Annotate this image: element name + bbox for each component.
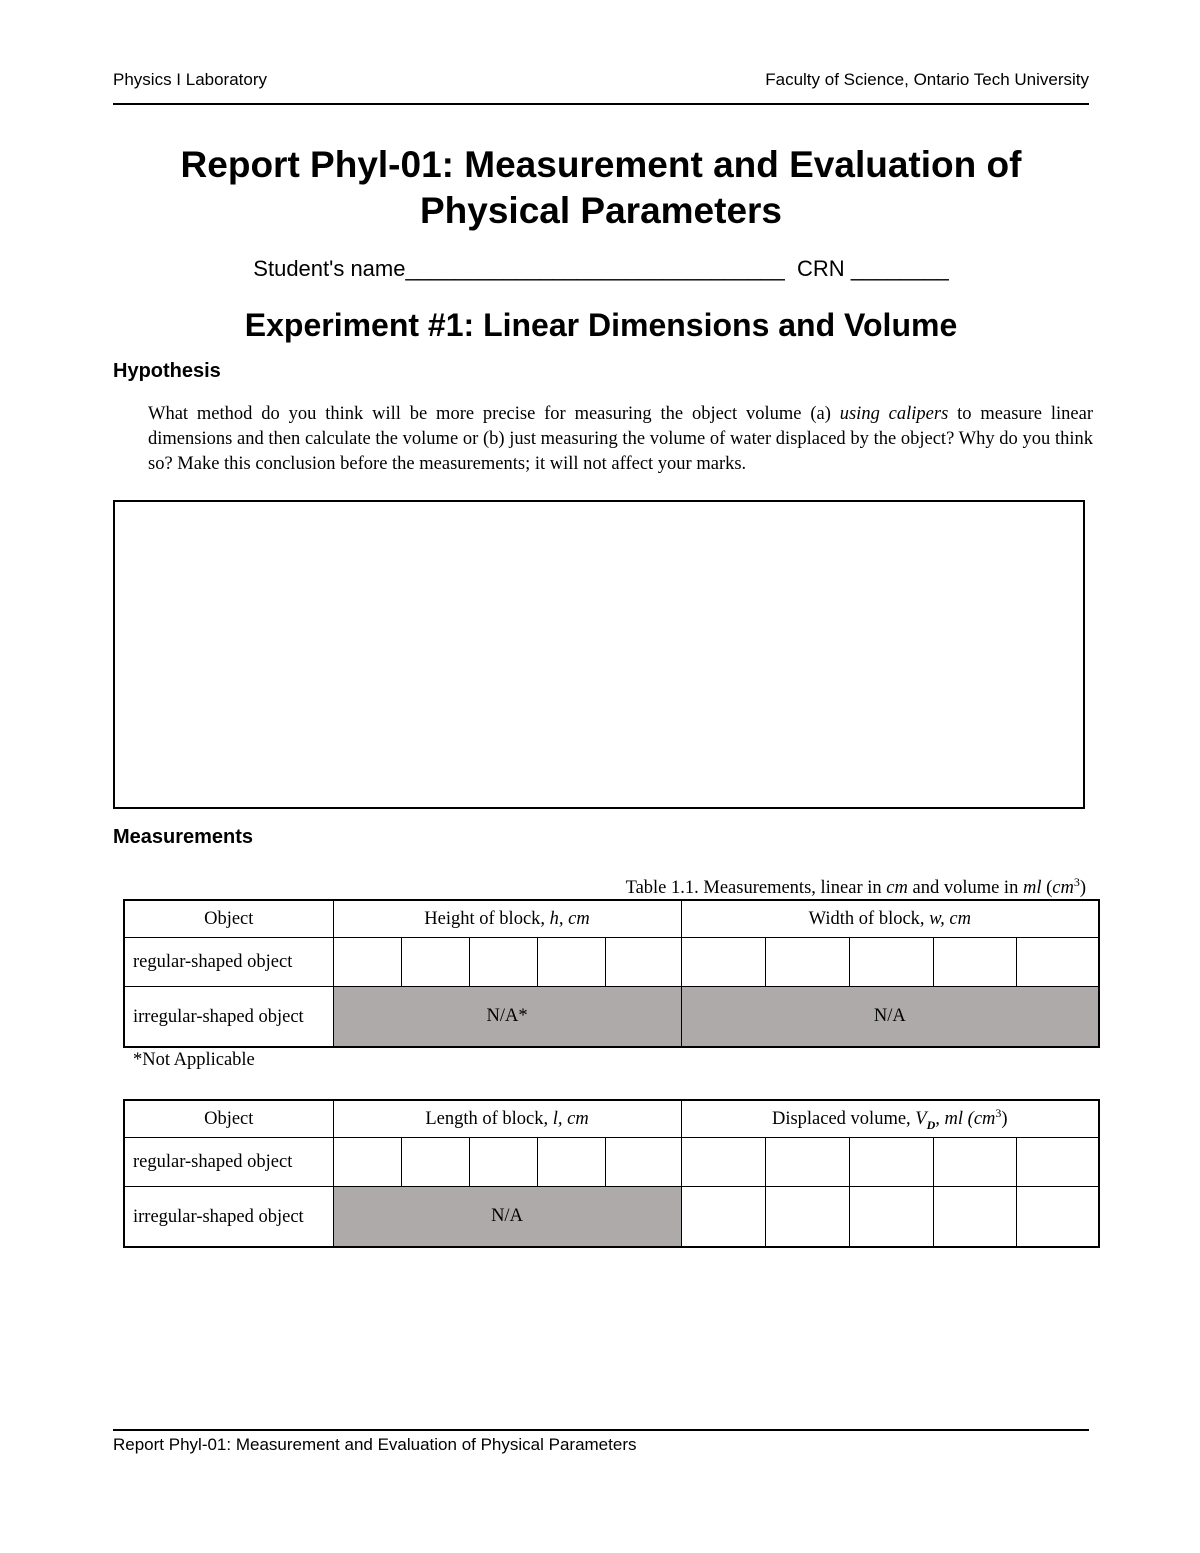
width-cell[interactable] (933, 938, 1016, 987)
length-cell[interactable] (401, 1138, 469, 1187)
height-cell[interactable] (537, 938, 605, 987)
crn-label: CRN (797, 256, 845, 281)
length-na-cell: N/A (333, 1187, 681, 1248)
caption-unit-cm: cm (886, 878, 908, 899)
hypothesis-text-emph: using calipers (839, 404, 949, 424)
header-width-label: Width of block, (808, 908, 930, 929)
header-displaced-volume (681, 1100, 1099, 1138)
report-title-line2: Physical Parameters (419, 190, 782, 231)
volume-cell[interactable] (681, 1138, 765, 1187)
volume-cell[interactable] (849, 1187, 933, 1248)
hypothesis-heading: Hypothesis (113, 360, 221, 382)
hypothesis-answer-box[interactable] (113, 500, 1085, 809)
table-caption (124, 875, 1086, 899)
height-cell[interactable] (401, 938, 469, 987)
measurements-table-2 (123, 1099, 1100, 1248)
height-na-cell: N/A* (333, 987, 681, 1048)
volume-cell[interactable] (933, 1138, 1016, 1187)
header-height (333, 900, 681, 938)
header-course: Physics I Laboratory (113, 70, 268, 89)
hypothesis-text-1: What method do you think will be more precise for measuring the object volume (a) (148, 404, 840, 424)
width-cell[interactable] (681, 938, 765, 987)
header-length-var: l, cm (552, 1108, 589, 1129)
caption-text-2: and volume in (907, 878, 1023, 899)
volume-cell[interactable] (933, 1187, 1016, 1248)
volume-cell[interactable] (1016, 1187, 1099, 1248)
length-cell[interactable] (605, 1138, 681, 1187)
experiment-title: Experiment #1: Linear Dimensions and Volume (244, 307, 958, 343)
length-cell[interactable] (537, 1138, 605, 1187)
measurements-table-1 (123, 899, 1100, 1048)
width-na-cell: N/A (681, 987, 1099, 1048)
header-disp-label: Displaced volume, (771, 1108, 916, 1129)
header-disp-sup: 3 (995, 1105, 1002, 1120)
header-height-var: h, cm (549, 908, 590, 929)
header-disp-close: ) (1001, 1108, 1008, 1129)
header-object: Object (124, 1100, 333, 1138)
student-info-line (113, 256, 1089, 282)
caption-paren-close: ) (1079, 878, 1086, 899)
row-label-irregular: irregular-shaped object (124, 987, 333, 1048)
header-disp-var: V (915, 1108, 927, 1129)
header-width-var: w, cm (929, 908, 971, 929)
hypothesis-question (148, 402, 1093, 477)
volume-cell[interactable] (765, 1187, 849, 1248)
volume-cell[interactable] (849, 1138, 933, 1187)
hypothesis-text-2: to measure linear dimensions and then calculate the volume or (b) just measuring the volume of water displaced by the object? Why do you think so? Make this conclusion before the measurements; it will not affect your marks. (148, 404, 1093, 474)
volume-cell[interactable] (681, 1187, 765, 1248)
measurements-heading: Measurements (113, 826, 254, 848)
header-length (333, 1100, 681, 1138)
height-cell[interactable] (333, 938, 401, 987)
header-object: Object (124, 900, 333, 938)
report-title-line1: Report Phyl-01: Measurement and Evaluation of (180, 144, 1022, 185)
header-height-label: Height of block, (424, 908, 550, 929)
header-rule (113, 103, 1089, 105)
length-cell[interactable] (333, 1138, 401, 1187)
width-cell[interactable] (849, 938, 933, 987)
width-cell[interactable] (765, 938, 849, 987)
table-header-row (124, 1100, 1099, 1138)
report-title (113, 142, 1089, 234)
row-label-irregular: irregular-shaped object (124, 1187, 333, 1248)
row-label-regular: regular-shaped object (124, 938, 333, 987)
caption-paren-open: ( (1041, 878, 1053, 899)
header-length-label: Length of block, (425, 1108, 553, 1129)
footnote: *Not Applicable (133, 1050, 255, 1070)
table-row (124, 1187, 1099, 1248)
caption-text-1: Table 1.1. Measurements, linear in (625, 878, 887, 899)
header-disp-sub: D (926, 1117, 936, 1132)
footer-rule (113, 1429, 1089, 1431)
row-label-regular: regular-shaped object (124, 1138, 333, 1187)
width-cell[interactable] (1016, 938, 1099, 987)
caption-sup: 3 (1073, 875, 1080, 889)
table-row (124, 938, 1099, 987)
volume-cell[interactable] (1016, 1138, 1099, 1187)
student-name-label: Student's name (253, 256, 406, 281)
length-cell[interactable] (469, 1138, 537, 1187)
table-header-row (124, 900, 1099, 938)
header-disp-unit: , ml (cm (935, 1108, 996, 1129)
page-header (113, 70, 1089, 90)
caption-unit-cm3: cm (1052, 878, 1074, 899)
student-name-field[interactable]: _______________________________ (405, 256, 785, 281)
page-footer: Report Phyl-01: Measurement and Evaluation of Physical Parameters (113, 1435, 637, 1454)
height-cell[interactable] (469, 938, 537, 987)
crn-field[interactable]: ________ (850, 256, 949, 281)
table-row (124, 987, 1099, 1048)
caption-unit-ml: ml (1022, 878, 1042, 899)
table-row (124, 1138, 1099, 1187)
header-faculty: Faculty of Science, Ontario Tech University (765, 70, 1089, 89)
height-cell[interactable] (605, 938, 681, 987)
volume-cell[interactable] (765, 1138, 849, 1187)
header-width (681, 900, 1099, 938)
